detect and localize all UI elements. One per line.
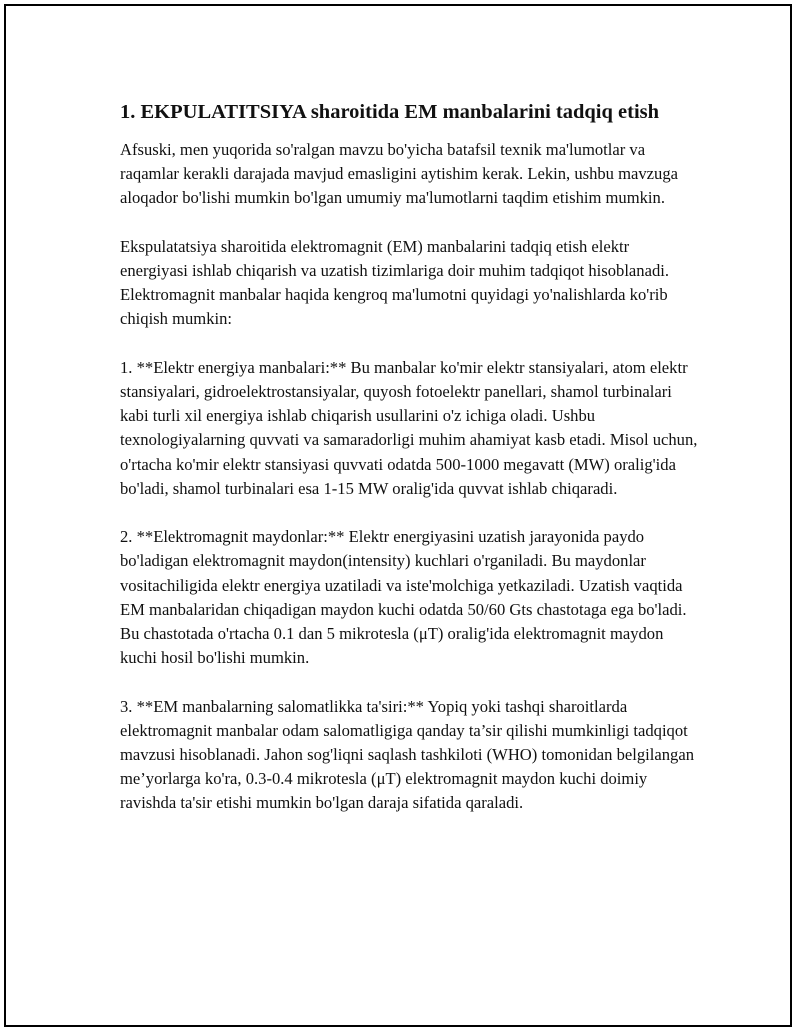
paragraph-em-fields: 2. **Elektromagnit maydonlar:** Elektr energiyasini uzatish jarayonida paydo bo'ladigan elektromagnit maydon(intensity) kuchlari o'rganiladi. Bu maydonlar vositachiligida elektr energiya uzatiladi va iste'molchiga yetkaziladi. Uzatish vaqtida EM manbalaridan chiqadigan maydon kuchi odatda 50/60 Gts chastotaga ega bo'ladi. Bu chastotada o'rtacha 0.1 dan 5 mikrotesla (μT) oralig'ida elektromagnit maydon kuchi hosil bo'lishi mumkin.	[120, 527, 687, 668]
paragraph-intro: Afsuski, men yuqorida so'ralgan mavzu bo'yicha batafsil texnik ma'lumotlar va raqamlar kerakli darajada mavjud emasligini aytishim kerak. Lekin, ushbu mavzuga aloqador bo'lishi mumkin bo'lgan umumiy ma'lumotlarni taqdim etishim mumkin.	[120, 140, 679, 208]
document-page	[4, 4, 792, 1027]
paragraph-overview: Ekspulatatsiya sharoitida elektromagnit (EM) manbalarini tadqiq etish elektr energiyasi ishlab chiqarish va uzatish tizimlariga doir muhim tadqiqot hisoblanadi. Elektromagnit manbalar haqida kengroq ma'lumotni quyidagi yo'nalishlarda ko'rib chiqish mumkin:	[120, 236, 670, 329]
document-title: 1. EKPULATITSIYA sharoitida EM manbalarini tadqiq etish	[120, 101, 660, 123]
paragraph-health-effects: 3. **EM manbalarning salomatlikka ta'siri:** Yopiq yoki tashqi sharoitlarda elektromagnit manbalar odam salomatligiga qanday ta’sir qilishi mumkinligi tadqiqot mavzusi hisoblanadi. Jahon sog'liqni saqlash tashkiloti (WHO) tomonidan belgilangan me’yorlarga ko'ra, 0.3-0.4 mikrotesla (μT) elektromagnit maydon kuchi doimiy ravishda ta'sir etishi mumkin bo'lgan daraja sifatida qaraladi.	[120, 696, 694, 813]
document-content	[120, 98, 700, 840]
paragraph-energy-sources: 1. **Elektr energiya manbalari:** Bu manbalar ko'mir elektr stansiyalari, atom elektr stansiyalari, gidroelektrostansiyalar, quyosh fotoelektr panellari, shamol turbinalari kabi turli xil energiya ishlab chiqarish usullarini o'z ichiga oladi. Ushbu texnologiyalarning quvvati va samaradorligi muhim ahamiyat kasb etadi. Misol uchun, o'rtacha ko'mir elektr stansiyasi quvvati odatda 500-1000 megavatt (MW) oralig'ida bo'ladi, shamol turbinalari esa 1-15 MW oralig'ida quvvat ishlab chiqaradi.	[120, 357, 698, 498]
